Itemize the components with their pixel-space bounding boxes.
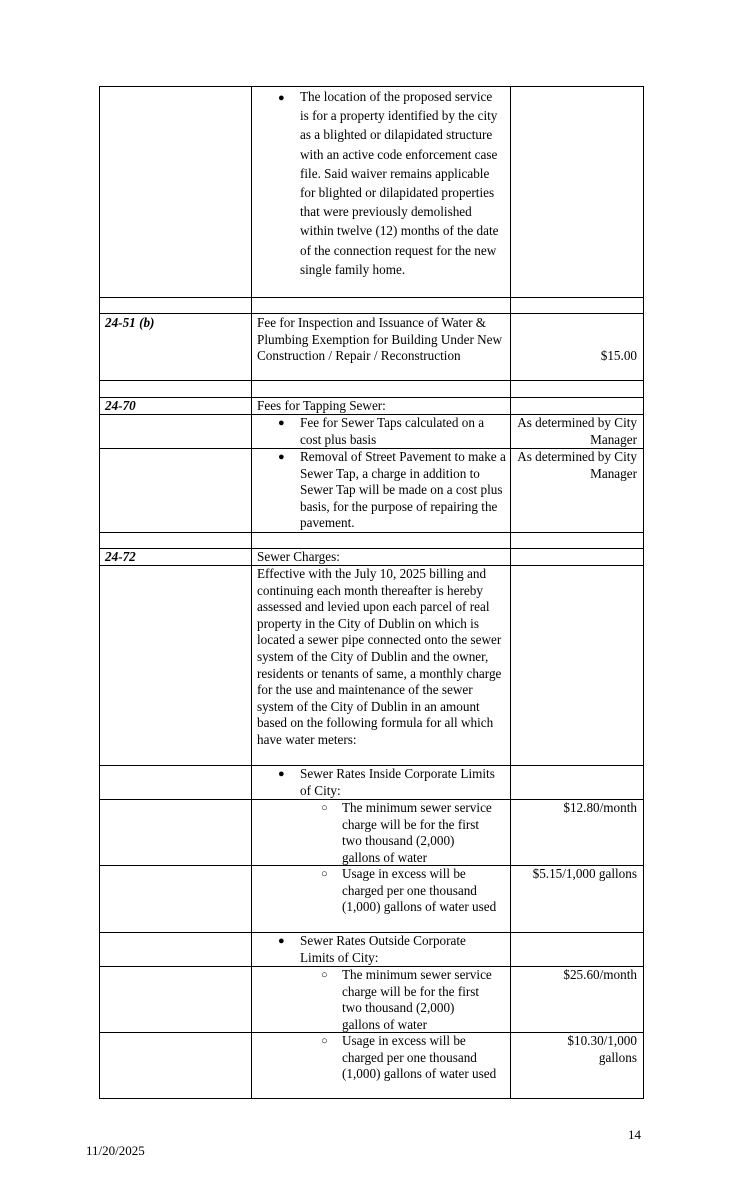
outside-minimum-fee: $25.60/month [563, 967, 637, 982]
outside-excess-fee: $10.30/1,000 gallons [567, 1033, 637, 1065]
inside-excess-fee: $5.15/1,000 gallons [532, 866, 637, 881]
inside-minimum-description: The minimum sewer service charge will be for the first two thousand (2,000) gallons of water [342, 800, 492, 865]
row-divider [99, 297, 644, 298]
circle-bullet-marker: ○ [321, 1035, 328, 1047]
section-heading-24-72: Sewer Charges: [257, 549, 340, 564]
table-border-right [643, 86, 644, 1099]
circle-bullet-marker: ○ [321, 868, 328, 880]
circle-bullet-marker: ○ [321, 802, 328, 814]
bullet-marker: ● [278, 417, 285, 429]
bullet-marker: ● [278, 92, 285, 104]
row-divider [99, 380, 644, 381]
sewer-charges-intro: Effective with the July 10, 2025 billing and continuing each month thereafter is hereby assessed and levied upon each parcel of real property in the City of Dublin on which is located a sewer pipe connected onto the sewer system of the City of Dublin and the owner, residents or tenants of same, a monthly charge for the use and maintenance of the sewer system of the City of Dublin in an amount based on the following formula for all which have water meters: [257, 566, 502, 747]
page-number: 14 [628, 1127, 641, 1142]
footer-date: 11/20/2025 [86, 1143, 145, 1158]
bullet-marker: ● [278, 935, 285, 947]
outside-limits-label: Sewer Rates Outside Corporate Limits of City: [300, 933, 466, 965]
fee-amount-24-51b: $15.00 [600, 348, 637, 363]
section-code-24-72: 24-72 [105, 549, 136, 564]
row-divider [99, 313, 644, 314]
table-border-left [99, 86, 100, 1099]
table-border-bottom [99, 1098, 644, 1099]
bullet-marker: ● [278, 768, 285, 780]
sewer-tap-fee-description: Fee for Sewer Taps calculated on a cost plus basis [300, 415, 485, 447]
inside-minimum-fee: $12.80/month [563, 800, 637, 815]
outside-minimum-description: The minimum sewer service charge will be for the first two thousand (2,000) gallons of water [342, 967, 492, 1032]
section-code-24-70: 24-70 [105, 398, 136, 413]
waiver-text: The location of the proposed service is for a property identified by the city as a blighted or dilapidated structure with an active code enforcement case file. Said waiver remains applicable for blighted or dilapidated properties that were previously demolished within twelve (12) months of the date of the connection request for the new single family home. [300, 89, 499, 277]
bullet-marker: ● [278, 451, 285, 463]
pavement-removal-fee-amount: As determined by City Manager [517, 449, 637, 481]
sewer-tap-fee-amount: As determined by City Manager [517, 415, 637, 447]
outside-excess-description: Usage in excess will be charged per one thousand (1,000) gallons of water used [342, 1033, 497, 1082]
inside-excess-description: Usage in excess will be charged per one thousand (1,000) gallons of water used [342, 866, 497, 915]
row-divider [99, 532, 644, 533]
table-divider-col2 [510, 86, 511, 1099]
fee-description-24-51b: Fee for Inspection and Issuance of Water & Plumbing Exemption for Building Under New Construction / Repair / Reconstruction [257, 315, 503, 364]
section-heading-24-70: Fees for Tapping Sewer: [257, 398, 386, 413]
pavement-removal-description: Removal of Street Pavement to make a Sewer Tap, a charge in addition to Sewer Tap will be made on a cost plus basis, for the purpose of repairing the pavement. [300, 449, 506, 531]
table-divider-col1 [251, 86, 252, 1099]
inside-limits-label: Sewer Rates Inside Corporate Limits of City: [300, 766, 495, 798]
section-code-24-51b: 24-51 (b) [105, 315, 155, 330]
circle-bullet-marker: ○ [321, 969, 328, 981]
